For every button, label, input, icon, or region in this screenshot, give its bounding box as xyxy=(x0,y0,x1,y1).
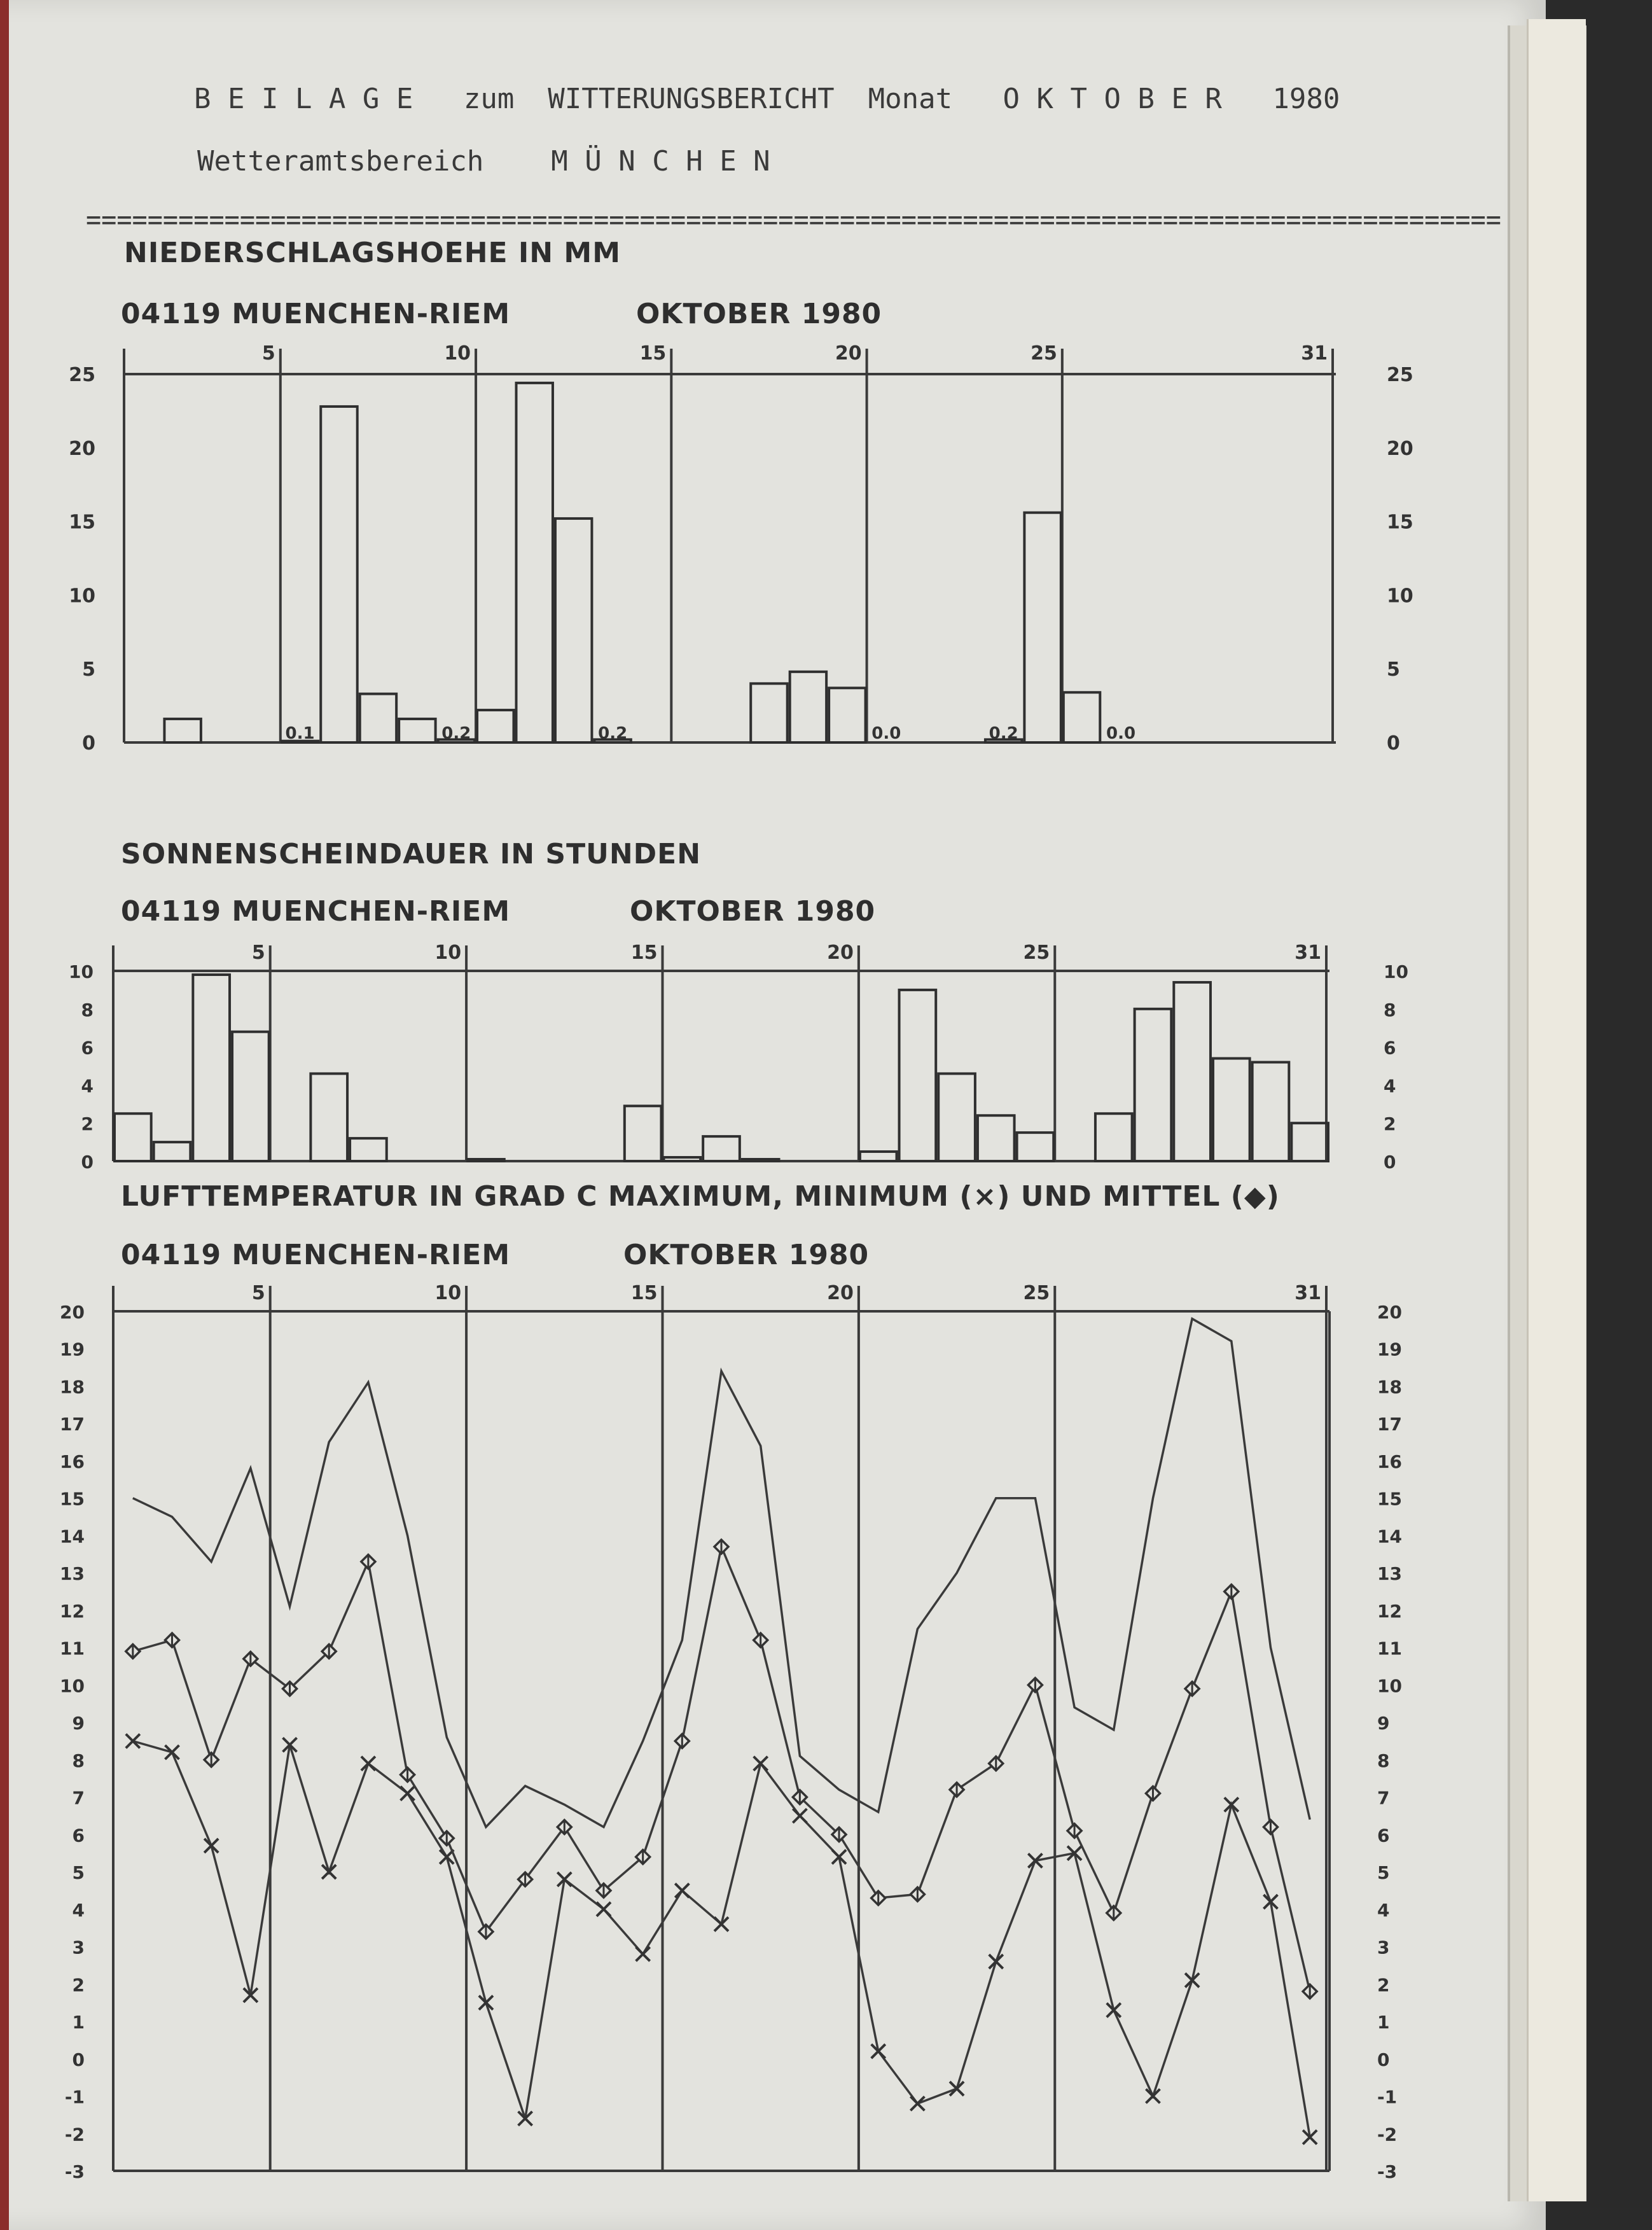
bar-day-25 xyxy=(1064,692,1100,742)
y-tick-left-18: 18 xyxy=(60,1376,85,1398)
y-tick-left-4: 4 xyxy=(81,1075,94,1097)
day-marker-label-5: 5 xyxy=(261,342,275,365)
y-tick-right-25: 25 xyxy=(1387,364,1413,386)
y-tick-left-16: 16 xyxy=(60,1451,85,1472)
y-tick-right-0: 0 xyxy=(1387,732,1400,755)
y-tick-right-10: 10 xyxy=(1387,585,1413,608)
y-tick-right-20: 20 xyxy=(1377,1302,1402,1323)
minimum-point-day-18 xyxy=(793,1809,807,1823)
y-tick-right-12: 12 xyxy=(1377,1600,1402,1622)
bar-day-16 xyxy=(703,1136,740,1161)
y-tick-right--1: -1 xyxy=(1377,2086,1398,2108)
bar-day-10 xyxy=(477,710,513,742)
y-tick-right-9: 9 xyxy=(1377,1713,1390,1734)
y-tick-right-15: 15 xyxy=(1377,1488,1402,1510)
bar-day-7 xyxy=(360,694,396,742)
day-marker-label-15: 15 xyxy=(639,342,667,365)
minimum-point-day-6 xyxy=(322,1865,336,1879)
y-tick-left-8: 8 xyxy=(81,999,94,1021)
y-tick-left-1: 1 xyxy=(72,2012,85,2033)
y-tick-right-14: 14 xyxy=(1377,1526,1402,1547)
mean-point-day-26 xyxy=(1107,1906,1121,1920)
series-line-maximum xyxy=(133,1319,1310,1827)
bar-day-2 xyxy=(164,719,200,742)
bar-day-2 xyxy=(154,1142,191,1161)
sunshine-chart xyxy=(69,942,1408,1173)
day-marker-label-5: 5 xyxy=(251,942,265,964)
temperature-station: 04119 MUENCHEN-RIEM xyxy=(121,1239,511,1271)
y-tick-left-17: 17 xyxy=(60,1414,85,1435)
bar-day-6 xyxy=(321,407,357,742)
y-tick-left-20: 20 xyxy=(69,437,95,460)
bar-day-8 xyxy=(399,719,435,742)
y-tick-left-0: 0 xyxy=(82,732,95,755)
y-tick-right-19: 19 xyxy=(1377,1339,1402,1360)
y-tick-left-4: 4 xyxy=(72,1899,85,1921)
y-tick-right-8: 8 xyxy=(1384,999,1396,1021)
y-tick-left-3: 3 xyxy=(72,1937,85,1958)
minimum-point-day-16 xyxy=(714,1917,728,1931)
y-tick-left-11: 11 xyxy=(60,1638,85,1659)
mean-point-day-28 xyxy=(1185,1682,1199,1696)
y-tick-left-20: 20 xyxy=(60,1302,85,1323)
day-marker-label-25: 25 xyxy=(1023,1282,1050,1304)
y-tick-left-6: 6 xyxy=(72,1825,85,1846)
day-marker-label-31: 31 xyxy=(1295,1282,1321,1304)
bar-day-29 xyxy=(1213,1059,1250,1161)
y-tick-right-4: 4 xyxy=(1377,1899,1390,1921)
y-tick-right-1: 1 xyxy=(1377,2012,1390,2033)
y-tick-left-15: 15 xyxy=(60,1488,85,1510)
minimum-point-day-22 xyxy=(950,2082,964,2096)
precip-station: 04119 MUENCHEN-RIEM xyxy=(121,298,511,330)
mean-point-day-2 xyxy=(165,1633,179,1647)
minimum-point-day-10 xyxy=(479,1996,493,2010)
mean-point-day-29 xyxy=(1225,1585,1239,1599)
bar-day-18 xyxy=(790,672,826,742)
y-tick-right-0: 0 xyxy=(1384,1152,1396,1173)
y-tick-left-10: 10 xyxy=(69,961,94,982)
minimum-point-day-23 xyxy=(989,1955,1003,1969)
bar-day-14 xyxy=(625,1106,662,1161)
bar-day-15 xyxy=(663,1157,700,1161)
bar-day-7 xyxy=(350,1138,387,1161)
day-marker-label-25: 25 xyxy=(1031,342,1057,365)
mean-point-day-1 xyxy=(126,1645,140,1659)
precipitation-chart xyxy=(69,342,1413,755)
small-value-label-day-9: 0.2 xyxy=(441,724,471,743)
mean-point-day-15 xyxy=(675,1734,689,1748)
precip-title: NIEDERSCHLAGSHOEHE IN MM xyxy=(124,237,621,269)
bar-day-26 xyxy=(1095,1113,1132,1161)
y-tick-left-8: 8 xyxy=(72,1750,85,1771)
minimum-point-day-2 xyxy=(165,1745,179,1759)
y-tick-left-5: 5 xyxy=(72,1862,85,1884)
y-tick-right-6: 6 xyxy=(1384,1037,1396,1059)
precip-period: OKTOBER 1980 xyxy=(636,298,882,330)
y-tick-right-0: 0 xyxy=(1377,2049,1390,2070)
y-tick-right-11: 11 xyxy=(1377,1638,1402,1659)
small-value-label-day-23: 0.2 xyxy=(989,724,1018,743)
y-tick-right-20: 20 xyxy=(1387,437,1413,460)
bar-day-28 xyxy=(1174,982,1211,1161)
y-tick-left-2: 2 xyxy=(72,1974,85,1996)
mean-point-day-8 xyxy=(401,1767,415,1781)
y-tick-left-10: 10 xyxy=(69,585,95,608)
bar-day-22 xyxy=(938,1073,975,1161)
bar-day-1 xyxy=(115,1113,151,1161)
day-marker-label-10: 10 xyxy=(444,342,471,365)
y-tick-left-0: 0 xyxy=(81,1152,94,1173)
sunshine-period: OKTOBER 1980 xyxy=(630,895,876,928)
minimum-point-day-17 xyxy=(754,1757,768,1771)
mean-point-day-16 xyxy=(714,1540,728,1554)
bar-day-23 xyxy=(978,1115,1015,1161)
y-tick-right-3: 3 xyxy=(1377,1937,1390,1958)
temperature-title: LUFTTEMPERATUR IN GRAD C MAXIMUM, MINIMUM (×) UND MITTEL (◆) xyxy=(121,1180,1280,1213)
mean-point-day-24 xyxy=(1028,1678,1042,1692)
temperature-chart xyxy=(60,1282,1402,2182)
sunshine-title: SONNENSCHEINDAUER IN STUNDEN xyxy=(121,838,702,870)
bar-day-30 xyxy=(1253,1063,1289,1161)
day-marker-label-31: 31 xyxy=(1295,942,1321,964)
minimum-point-day-26 xyxy=(1107,2003,1121,2017)
bar-day-12 xyxy=(555,519,592,742)
y-tick-right-16: 16 xyxy=(1377,1451,1402,1472)
bar-day-11 xyxy=(517,383,553,742)
y-tick-right-13: 13 xyxy=(1377,1563,1402,1585)
y-tick-right--2: -2 xyxy=(1377,2124,1398,2145)
y-tick-left-2: 2 xyxy=(81,1113,94,1135)
bar-day-20 xyxy=(860,1152,897,1161)
y-tick-right-2: 2 xyxy=(1384,1113,1396,1135)
mean-point-day-27 xyxy=(1146,1787,1160,1801)
minimum-point-day-15 xyxy=(675,1883,689,1897)
y-tick-left-6: 6 xyxy=(81,1037,94,1059)
y-tick-right-10: 10 xyxy=(1384,961,1408,982)
y-tick-left--3: -3 xyxy=(64,2161,85,2182)
day-marker-label-20: 20 xyxy=(827,942,854,964)
bar-day-17 xyxy=(742,1159,779,1161)
mean-point-day-30 xyxy=(1263,1820,1277,1834)
day-marker-label-31: 31 xyxy=(1301,342,1328,365)
temperature-period: OKTOBER 1980 xyxy=(623,1239,870,1271)
y-tick-left-5: 5 xyxy=(82,659,95,681)
mean-point-day-22 xyxy=(950,1783,964,1797)
mean-point-day-23 xyxy=(989,1757,1003,1771)
mean-point-day-17 xyxy=(754,1633,768,1647)
bar-day-6 xyxy=(310,1073,347,1161)
bar-day-21 xyxy=(899,990,936,1161)
bar-day-31 xyxy=(1291,1123,1328,1161)
y-tick-left-14: 14 xyxy=(60,1526,85,1547)
y-tick-left-7: 7 xyxy=(72,1787,85,1809)
minimum-point-day-3 xyxy=(204,1839,218,1853)
y-tick-right-5: 5 xyxy=(1387,659,1400,681)
report-header-line2: Wetteramtsbereich M Ü N C H E N xyxy=(197,145,770,178)
minimum-point-day-21 xyxy=(910,2096,924,2110)
y-tick-right-18: 18 xyxy=(1377,1376,1402,1398)
mean-point-day-31 xyxy=(1303,1984,1317,1998)
mean-point-day-21 xyxy=(910,1887,924,1901)
mean-point-day-9 xyxy=(440,1831,454,1845)
minimum-point-day-1 xyxy=(126,1734,140,1748)
small-value-label-day-5: 0.1 xyxy=(285,724,315,743)
day-marker-label-25: 25 xyxy=(1023,942,1050,964)
y-tick-left--1: -1 xyxy=(64,2086,85,2108)
small-value-label-day-20: 0.0 xyxy=(871,724,901,743)
minimum-point-day-13 xyxy=(597,1902,611,1916)
day-marker-label-5: 5 xyxy=(251,1282,265,1304)
day-marker-label-10: 10 xyxy=(434,1282,462,1304)
bar-day-4 xyxy=(232,1032,269,1161)
bar-day-3 xyxy=(193,975,230,1161)
day-marker-label-15: 15 xyxy=(630,942,658,964)
sunshine-station: 04119 MUENCHEN-RIEM xyxy=(121,895,511,928)
y-tick-left-10: 10 xyxy=(60,1675,85,1697)
y-tick-right-10: 10 xyxy=(1377,1675,1402,1697)
y-tick-right-15: 15 xyxy=(1387,511,1413,534)
y-tick-left--2: -2 xyxy=(64,2124,85,2145)
y-tick-left-13: 13 xyxy=(60,1563,85,1585)
y-tick-left-12: 12 xyxy=(60,1600,85,1622)
mean-point-day-3 xyxy=(204,1753,218,1767)
bar-day-27 xyxy=(1135,1009,1172,1161)
y-tick-right--3: -3 xyxy=(1377,2161,1398,2182)
y-tick-left-25: 25 xyxy=(69,364,95,386)
minimum-point-day-14 xyxy=(636,1947,650,1961)
y-tick-right-7: 7 xyxy=(1377,1787,1390,1809)
y-tick-right-5: 5 xyxy=(1377,1862,1390,1884)
minimum-point-day-8 xyxy=(401,1787,415,1801)
y-tick-right-8: 8 xyxy=(1377,1750,1390,1771)
small-value-label-day-26: 0.0 xyxy=(1106,724,1136,743)
day-marker-label-20: 20 xyxy=(835,342,862,365)
day-marker-label-15: 15 xyxy=(630,1282,658,1304)
series-line-minimum xyxy=(133,1741,1310,2138)
y-tick-right-4: 4 xyxy=(1384,1075,1396,1097)
minimum-point-day-7 xyxy=(361,1757,375,1771)
y-tick-left-15: 15 xyxy=(69,511,95,534)
y-tick-left-9: 9 xyxy=(72,1713,85,1734)
y-tick-left-19: 19 xyxy=(60,1339,85,1360)
y-tick-right-6: 6 xyxy=(1377,1825,1390,1846)
bar-day-24 xyxy=(1017,1132,1054,1161)
mean-point-day-7 xyxy=(361,1555,375,1569)
report-header-line1: B E I L A G E zum WITTERUNGSBERICHT Monat O K T O B E R 1980 xyxy=(194,83,1340,115)
day-marker-label-10: 10 xyxy=(434,942,462,964)
y-tick-right-17: 17 xyxy=(1377,1414,1402,1435)
bar-day-19 xyxy=(829,688,865,742)
y-tick-right-2: 2 xyxy=(1377,1974,1390,1996)
small-value-label-day-13: 0.2 xyxy=(598,724,628,743)
bar-day-10 xyxy=(468,1159,504,1161)
y-tick-left-0: 0 xyxy=(72,2049,85,2070)
mean-point-day-20 xyxy=(871,1891,885,1905)
minimum-point-day-27 xyxy=(1146,2089,1160,2103)
mean-point-day-25 xyxy=(1067,1823,1081,1837)
header-separator: ============================================================================================ xyxy=(86,204,1501,236)
bar-day-17 xyxy=(751,683,787,742)
day-marker-label-20: 20 xyxy=(827,1282,854,1304)
bar-day-24 xyxy=(1024,513,1060,742)
